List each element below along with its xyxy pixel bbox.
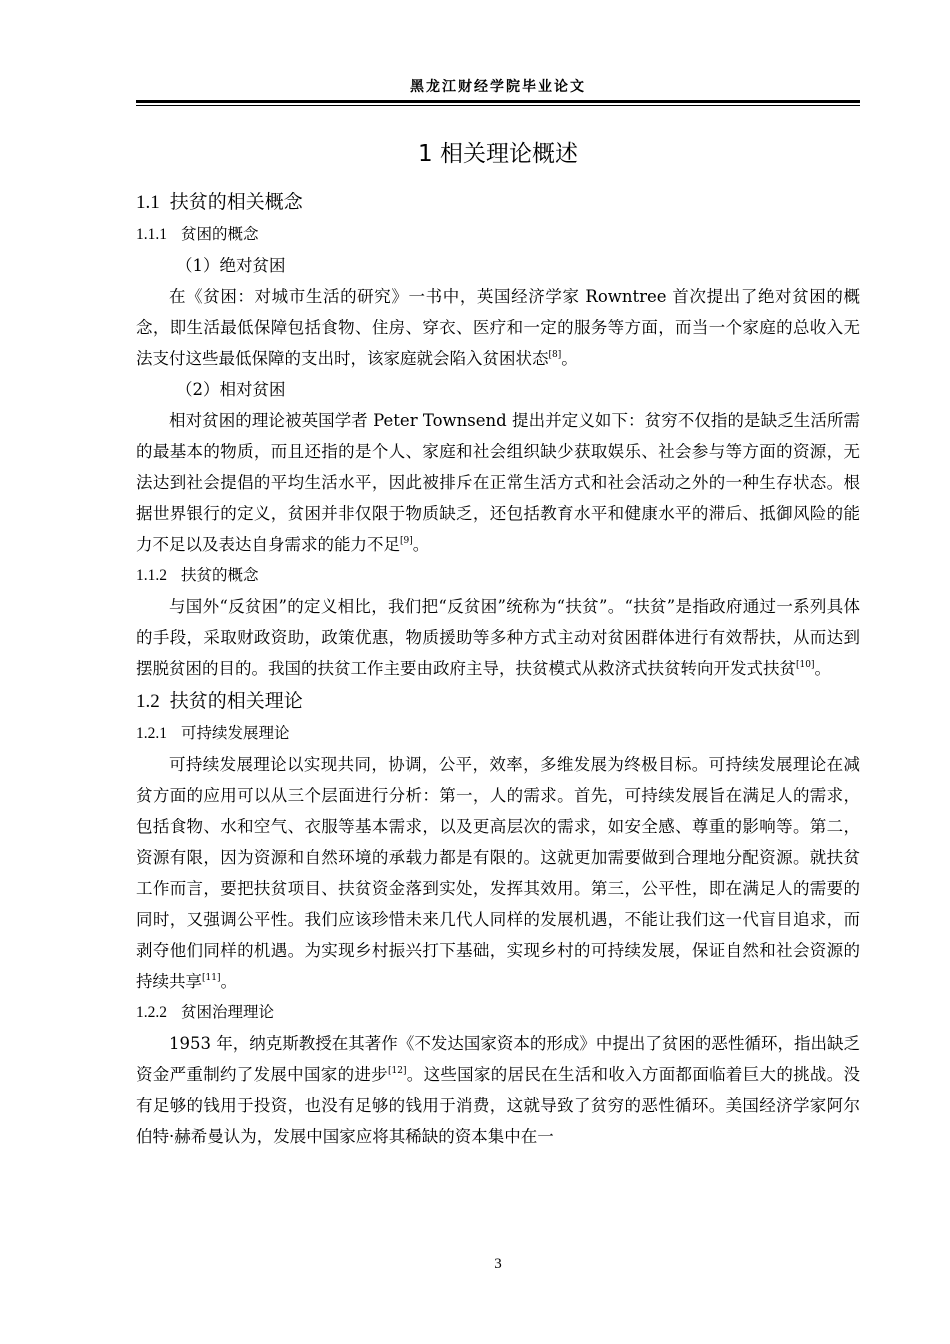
paragraph-text: 在《贫困：对城市生活的研究》一书中，英国经济学家 Rowntree 首次提出了绝对贫困的概念，即生活最低保障包括食物、住房、穿衣、医疗和一定的服务等方面，而当一个家庭的总收入无法支付这些最低保障的支出时，该家庭就会陷入贫困状态 xyxy=(136,287,860,368)
citation-ref: [9] xyxy=(400,536,413,546)
citation-ref: [8] xyxy=(548,350,562,360)
section-title: 扶贫的相关概念 xyxy=(169,191,303,213)
section-number: 1.2 xyxy=(136,691,160,712)
paragraph-relative-poverty xyxy=(136,405,860,560)
section-heading-1-1 xyxy=(136,186,860,219)
page-body xyxy=(136,128,860,1152)
header-rule-thin xyxy=(136,105,860,106)
list-item-absolute-poverty: （1）绝对贫困 xyxy=(176,256,286,275)
citation-ref: [10] xyxy=(796,660,815,670)
subsection-number: 1.2.2 xyxy=(136,1004,167,1021)
subsection-title: 贫困的概念 xyxy=(181,225,259,243)
citation-ref: [11] xyxy=(202,973,221,983)
paragraph-end: 。 xyxy=(412,535,430,554)
paragraph-poverty-alleviation xyxy=(136,591,860,684)
subsection-number: 1.1.1 xyxy=(136,226,167,243)
subsection-title: 可持续发展理论 xyxy=(181,724,290,742)
subsection-heading-1-2-2 xyxy=(136,997,860,1028)
paragraph-end: 。 xyxy=(814,659,831,678)
paragraph-poverty-governance xyxy=(136,1028,860,1152)
subsection-heading-1-1-1 xyxy=(136,219,860,250)
paragraph-absolute-poverty xyxy=(136,281,860,374)
subsection-number: 1.2.1 xyxy=(136,725,167,742)
section-heading-1-2 xyxy=(136,685,860,718)
subsection-heading-1-2-1 xyxy=(136,718,860,749)
running-header: 黑龙江财经学院毕业论文 xyxy=(410,79,586,95)
chapter-title: 1 相关理论概述 xyxy=(418,141,578,167)
paragraph-text: 与国外“反贫困”的定义相比，我们把“反贫困”统称为“扶贫”。“扶贫”是指政府通过一系列具体的手段，采取财政资助，政策优惠，物质援助等多种方式主动对贫困群体进行有效帮扶，从而达到摆脱贫困的目的。我国的扶贫工作主要由政府主导，扶贫模式从救济式扶贫转向开发式扶贫 xyxy=(136,597,860,678)
paragraph-sustainable-development xyxy=(136,749,860,997)
page-number: 3 xyxy=(494,1256,502,1272)
citation-ref: [12] xyxy=(387,1066,407,1076)
subsection-number: 1.1.2 xyxy=(136,567,167,584)
paragraph-end: 。 xyxy=(561,349,578,368)
paragraph-text-continued: 。这些国家的居民在生活和收入方面都面临着巨大的挑战。没有足够的钱用于投资，也没有足够的钱用于消费，这就导致了贫穷的恶性循环。美国经济学家阿尔伯特·赫希曼认为，发展中国家应将其稀缺的资本集中在一 xyxy=(136,1065,861,1146)
paragraph-end: 。 xyxy=(220,972,237,991)
section-title: 扶贫的相关理论 xyxy=(169,690,303,712)
header-rule-thick xyxy=(136,100,860,103)
paragraph-text: 1953 年，纳克斯教授在其著作《不发达国家资本的形成》中提出了贫困的恶性循环，指出缺乏资金严重制约了发展中国家的进步 xyxy=(136,1034,860,1084)
subsection-title: 贫困治理理论 xyxy=(181,1003,275,1021)
section-number: 1.1 xyxy=(136,192,160,213)
list-item-relative-poverty: （2）相对贫困 xyxy=(176,380,286,399)
paragraph-text: 可持续发展理论以实现共同，协调，公平，效率，多维发展为终极目标。可持续发展理论在减贫方面的应用可以从三个层面进行分析：第一，人的需求。首先，可持续发展旨在满足人的需求，包括食物、水和空气、衣服等基本需求，以及更高层次的需求，如安全感、尊重的影响等。第二，资源有限，因为资源和自然环境的承载力都是有限的。这就更加需要做到合理地分配资源。就扶贫工作而言，要把扶贫项目、扶贫资金落到实处，发挥其效用。第三，公平性，即在满足人的需要的同时，又强调公平性。我们应该珍惜未来几代人同样的发展机遇，不能让我们这一代盲目追求，而剥夺他们同样的机遇。为实现乡村振兴打下基础，实现乡村的可持续发展，保证自然和社会资源的持续共享 xyxy=(136,755,860,991)
subsection-heading-1-1-2 xyxy=(136,560,860,591)
subsection-title: 扶贫的概念 xyxy=(181,566,259,584)
paragraph-text: 相对贫困的理论被英国学者 Peter Townsend 提出并定义如下：贫穷不仅指的是缺乏生活所需的最基本的物质，而且还指的是个人、家庭和社会组织缺少获取娱乐、社会参与等方面的资源，无法达到社会提倡的平均生活水平，因此被排斥在正常生活方式和社会活动之外的一种生存状态。根据世界银行的定义，贫困并非仅限于物质缺乏，还包括教育水平和健康水平的滞后、抵御风险的能力不足以及表达自身需求的能力不足 xyxy=(136,411,860,554)
